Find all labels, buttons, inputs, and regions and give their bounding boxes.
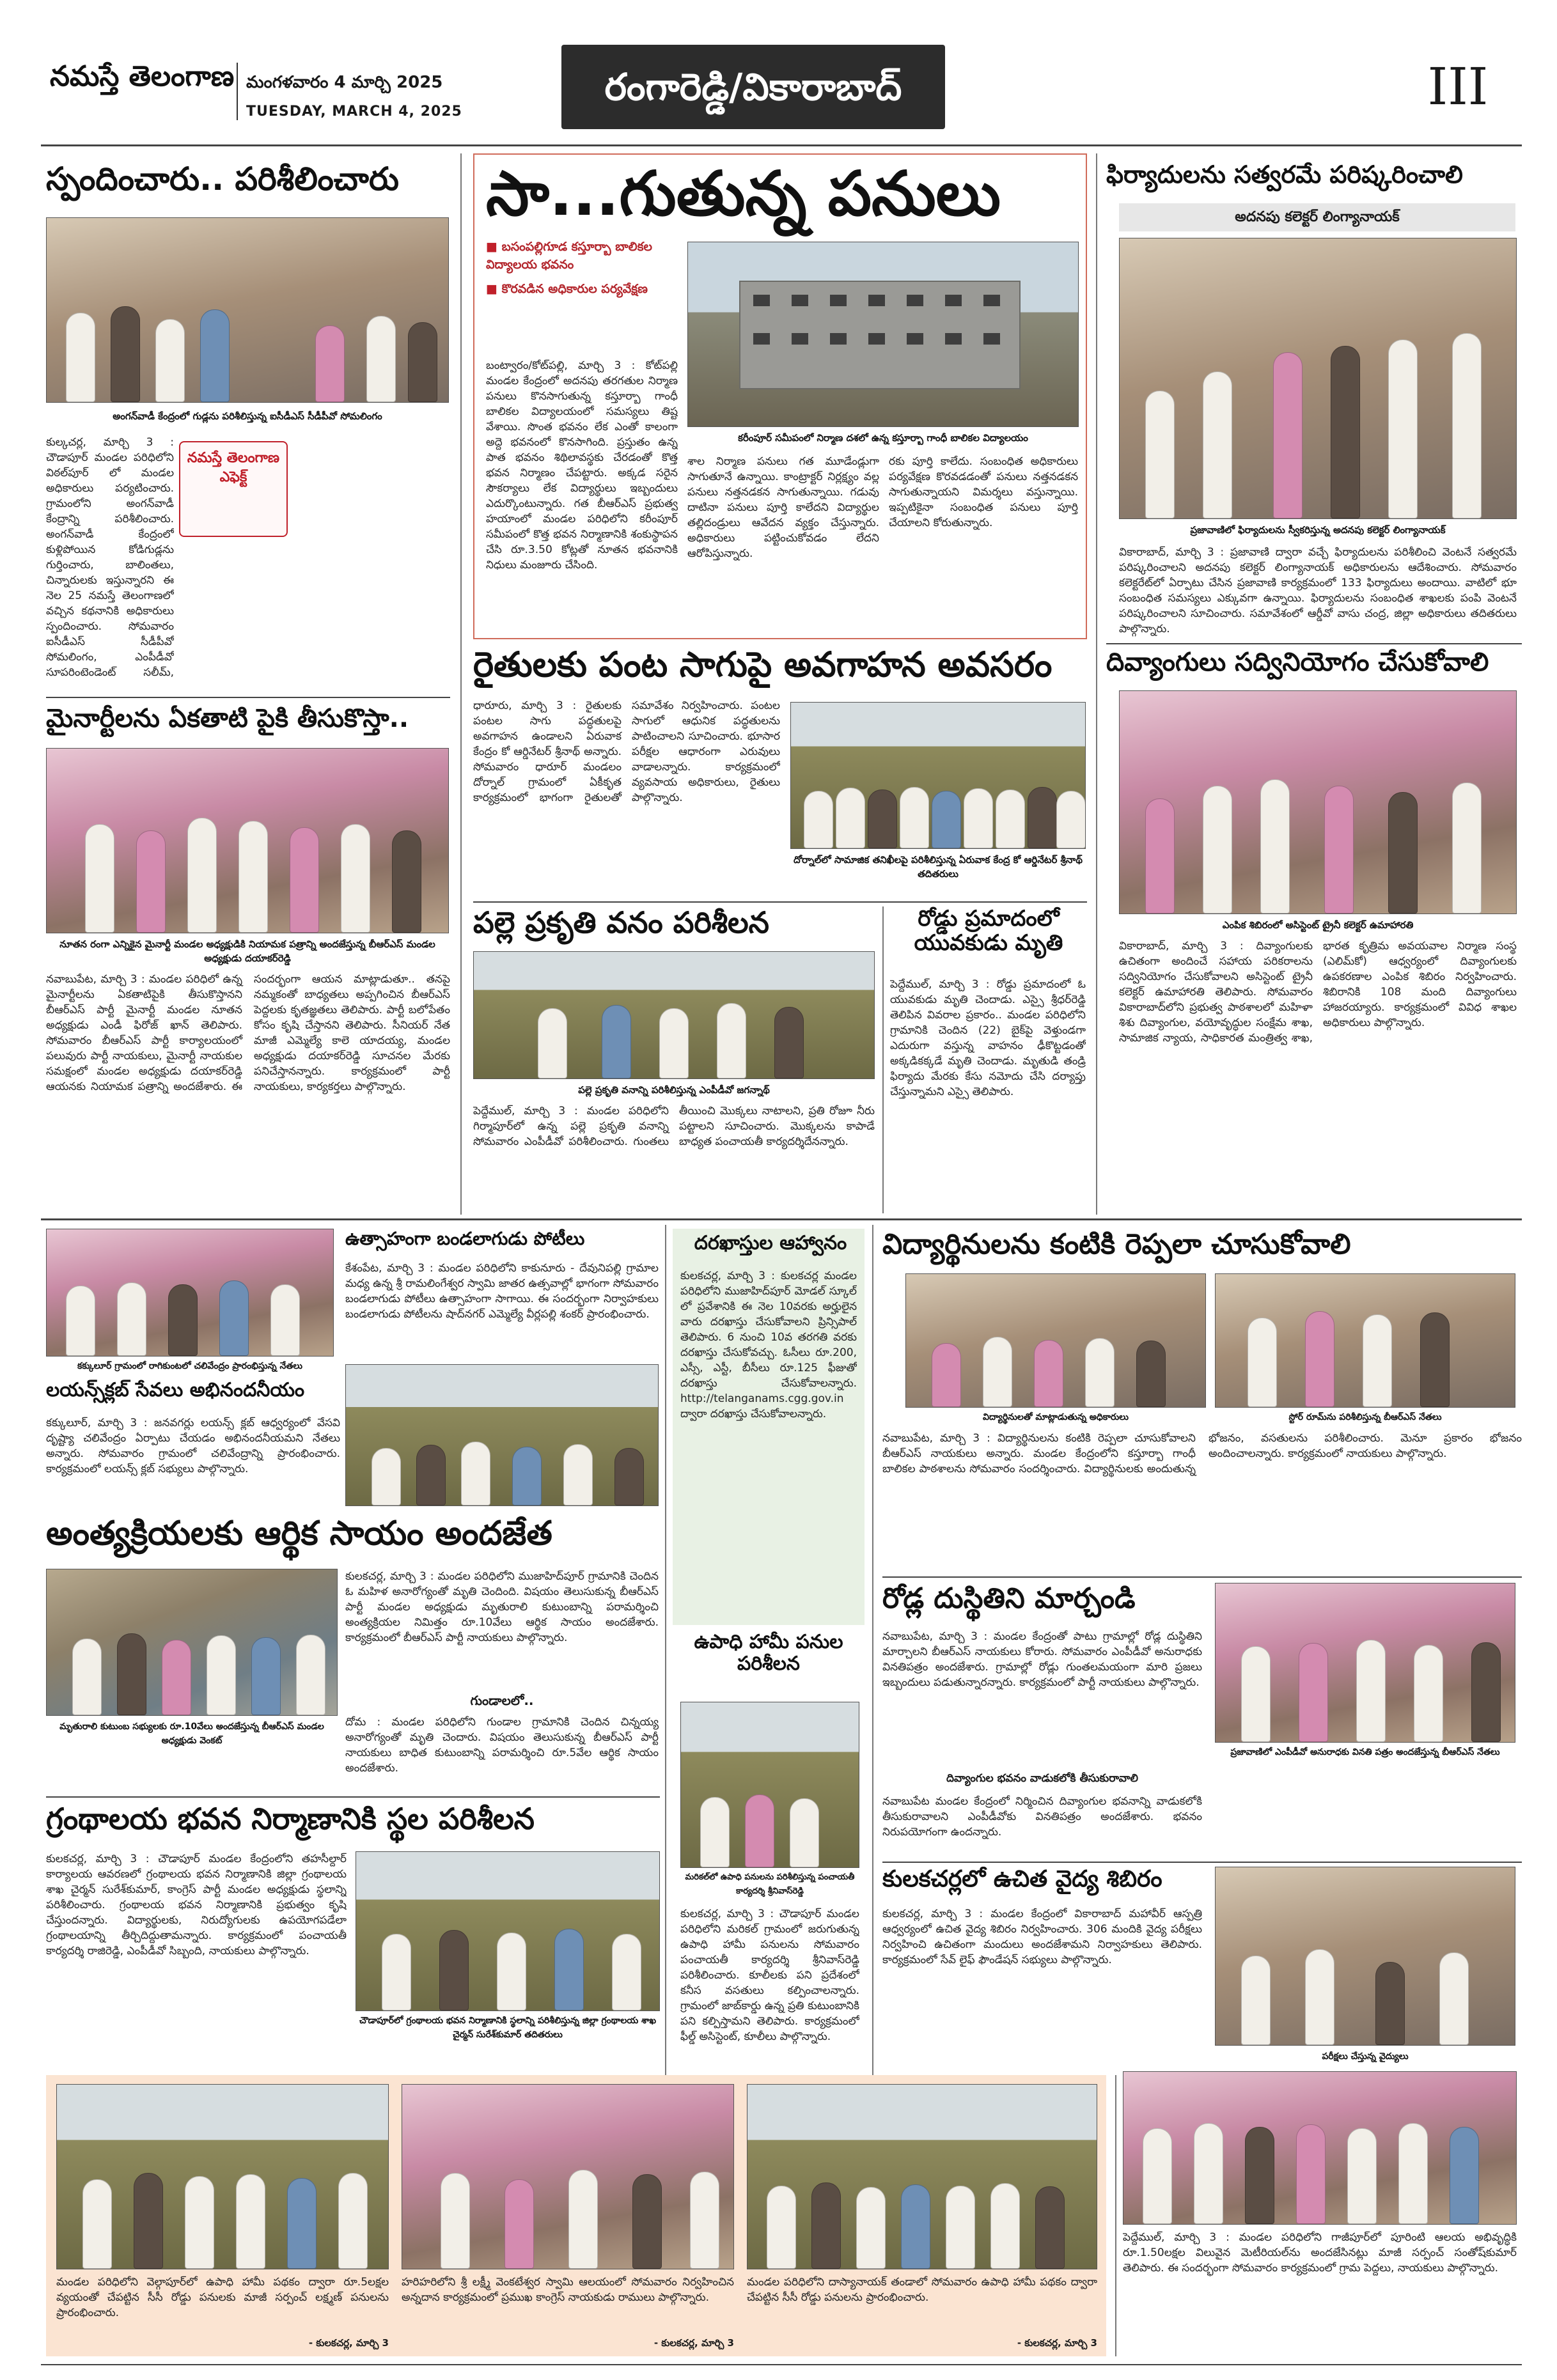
eyelids-photo-2 xyxy=(1215,1273,1515,1408)
lead-body-col1: బంట్వారం/కోట్‌పల్లి, మార్చి 3 : కోట్‌పల్లి మండల కేంద్రంలో అదనపు తరగతుల నిర్మాణ పనులు కొనసాగుతున్న కస్తూర్బా గాంధీ బాలికల విద్యాలయంలో సమస్యలు తిష్ట వేశాయి. సొంత భవనం లేక ఎంతో కాలంగా అద్దె భవనంలో కొనసాగింది. ప్రస్తుతం ఉన్న పాత భవనం శిథిలావస్థకు చేరడంతో కొత్త భవన నిర్మాణం చేపట్టారు. అక్కడ సరైన సౌకర్యాలు లేక విద్యార్థులు ఇబ్బందులు ఎదుర్కొంటున్నారు. గత బీఆర్ఎస్ ప్రభుత్వ హయాంలో మండల పరిధిలోని కరీంపూర్ సమీపంలో కొత్త భవన నిర్మాణానికి శంకుస్థాపన చేసి రూ.3.50 కోట్లతో నూతన భవనానికి నిధులు మంజూరు చేసింది. xyxy=(486,359,678,572)
s1-body: కుల్కచర్ల, మార్చి 3 : చౌడాపూర్ మండల పరిధిలోని విఠల్‌పూర్ లో మండల అధికారులు పర్యటించారు. గ్రామంలోని అంగన్‌వాడీ కేంద్రాన్ని పరిశీలించారు. అంగన్‌వాడీ కేంద్రంలో కుళ్లిపోయిన కోడిగుడ్లను గుర్తించారు, బాలింతలు, చిన్నారులకు ఇస్తున్నారని ఈ నెల 25 నమస్తే తెలంగాణలో వచ్చిన కథనానికి అధికారులు స్పందించారు. సోమవారం ఐసీడీఎస్ సీడీపీవో సోమలింగం, ఎంపీడీవో సూపరింటెండెంట్ సలీమ్, xyxy=(46,436,174,679)
effect-logo-text: నమస్తే తెలంగాణ ఎఫెక్ట్ xyxy=(187,450,280,485)
applications-body: కులకచర్ల, మార్చి 3 : కులకచర్ల మండల పరిధిలోని ముజాహిద్‌పూర్ మోడల్ స్కూల్ లో ప్రవేశానికి ఈ నెల 10వరకు అర్హులైన వారు దరఖాస్తు చేసుకోవాలని ప్రిన్సిపాల్ తెలిపారు. 6 నుంచి 10వ తరగతి వరకు దరఖాస్తు చేసుకోవచ్చు. ఓసీలు రూ.200, ఎస్సీ, ఎస్టీ, బీసీలు రూ.125 ఫీజుతో దరఖాస్తు చేసుకోవాలన్నారు. http://telanganams.cgg.gov.in ద్వారా దరఖాస్తు చేసుకోవాలన్నారు. xyxy=(680,1270,857,1420)
lions-caption: కక్కులూర్ గ్రామంలో రాగికుంటలో చలివేంద్రం ప్రారంభిస్తున్న నేతలు xyxy=(77,1361,302,1371)
library-photo xyxy=(356,1851,660,2011)
bottom-3-text: మండల పరిధిలోని దాస్యానాయక్ తండాలో సోమవారం ఉపాధి హామీ పథకం ద్వారా చేపట్టిన సీసీ రోడ్డు పనులను ప్రారంభించారు. xyxy=(747,2276,1097,2304)
col-divider-3 xyxy=(665,1225,666,2075)
disabled-photo xyxy=(1119,690,1517,914)
funeral-sub-body: దోమ : మండల పరిధిలోని గుండాల గ్రామానికి చెందిన చిన్నయ్య అనారోగ్యంతో మృతి చెందారు. విషయం తెలుసుకున్న బీఆర్ఎస్ పార్టీ నాయకులు బాధిత కుటుంబాన్ని పరామర్శించి రూ.5వేల ఆర్థిక సాయం అందజేశారు. xyxy=(345,1716,659,1775)
funeral-body-left xyxy=(46,1753,338,1793)
complaints-headline: ఫిర్యాదులను సత్వరమే పరిష్కరించాలి xyxy=(1106,161,1463,189)
lions-body: కక్కులూర్, మార్చి 3 : జనవగర్లు లయన్స్ క్లబ్ ఆధ్వర్యంలో వేసవి దృష్ట్యా చలివేంద్రం ఏర్పాటు చేయడం అభినందనీయమని నేతలు అన్నారు. సోమవారం గ్రామంలో చలివేంద్రాన్ని ప్రారంభించారు. కార్యక్రమంలో లయన్స్ క్లబ్ సభ్యులు పాల్గొన్నారు. xyxy=(46,1417,340,1475)
medical-caption: పరీక్షలు చేస్తున్న వైద్యులు xyxy=(1322,2051,1409,2062)
lead-photo xyxy=(687,242,1079,427)
bottom-photo-1 xyxy=(56,2084,389,2269)
s2-caption: నూతన రంగా ఎన్నికైన మైనార్టీ మండల అధ్యక్షుడికి నియామక పత్రాన్ని అందజేస్తున్న బీఆర్ఎస్ మండల అధ్యక్షుడు దయాకర్‌రెడ్డి xyxy=(59,938,435,964)
bottom-2-text: హరిహరిలోని శ్రీ లక్ష్మీ వెంకటేశ్వర స్వామి ఆలయంలో సోమవారం నిర్వహించిన అన్నదాన కార్యక్రమంలో ప్రముఖ కాంగ్రెస్ నాయకుడు రాములు పాల్గొన్నారు. xyxy=(402,2276,734,2304)
roads-photo xyxy=(1215,1583,1515,1743)
upadhi-photo xyxy=(680,1702,859,1868)
roads-body-right xyxy=(1215,1780,1515,1856)
disabled-headline: దివ్యాంగులు సద్వినియోగం చేసుకోవాలి xyxy=(1106,648,1489,677)
masthead xyxy=(0,0,1557,153)
farmers-headline: రైతులకు పంట సాగుపై అవగాహన అవసరం xyxy=(473,646,1052,685)
funeral-divider xyxy=(46,1796,660,1798)
roads-caption: ప్రజావాణిలో ఎంపీడీవో అనురాధకు వినతి పత్రం అందజేస్తున్న బీఆర్ఎస్ నేతలు xyxy=(1230,1747,1500,1757)
complaints-photo xyxy=(1119,238,1517,519)
masthead-underline xyxy=(41,144,1522,146)
farmers-body: ధారూరు, మార్చి 3 : రైతులకు పంటల సాగు పద్ధతులపై అవగాహన ఉండాలని ఏరువాక కేంద్రం కో ఆర్డినేటర్ శ్రీనాథ్ అన్నారు. సోమవారం ధారూర్ మండలం దోర్నాల్ గ్రామంలో ఏకీకృత కార్యక్రమంలో భాగంగా రైతులతో సమావేశం నిర్వహించారు. పంటల సాగులో ఆధునిక పద్ధతులను పాటించాలని సూచించారు. భూసార పరీక్షల ఆధారంగా ఎరువులు వాడాలన్నారు. కార్యక్రమంలో వ్యవసాయ అధికారులు, రైతులు పాల్గొన్నారు. xyxy=(473,699,780,804)
s1-body-right xyxy=(294,435,451,690)
s2-body: నవాబుపేట, మార్చి 3 : మండల పరిధిలో ఉన్న మైనార్టీలను ఏకతాటిపైకి తీసుకొస్తానని బీఆర్ఎస్ పార్టీ మైనార్టీ మండల నూతన అధ్యక్షుడు ఎండీ ఫిరోజ్ ఖాన్ తెలిపారు. సోమవారం బీఆర్ఎస్ పార్టీ కార్యాలయంలో పలువురు పార్టీ నాయకులు, మైనార్టీ నాయకుల సమక్షంలో మండల అధ్యక్షుడు దయాకర్‌రెడ్డి ఆయనకు నియామక పత్రాన్ని అందజేశారు. ఈ సందర్భంగా ఆయన మాట్లాడుతూ.. తనపై నమ్మకంతో బాధ్యతలు అప్పగించిన బీఆర్ఎస్ పెద్దలకు కృతజ్ఞతలు తెలిపారు. పార్టీ బలోపేతం కోసం కృషి చేస్తానని తెలిపారు. సీనియర్ నేత మాజీ ఎమ్మెల్యే కాలె యాదయ్య, మండల అధ్యక్షుడు దయాకర్‌రెడ్డి సూచనల మేరకు పనిచేస్తానన్నారు. కార్యక్రమంలో పార్టీ నాయకులు, కార్యకర్తలు పాల్గొన్నారు. xyxy=(46,973,450,1093)
roads-headline: రోడ్ల దుస్థితిని మార్చండి xyxy=(882,1583,1136,1615)
s1-divider xyxy=(46,697,450,698)
bandalagudu-body: కేశంపేట, మార్చి 3 : మండల పరిధిలోని కాకునూరు - దేవునిపల్లి గ్రామాల మధ్య ఉన్న శ్రీ రామలింగేశ్వర స్వామి జాతర ఉత్సవాల్లో భాగంగా సోమవారం బండలాగుడు పోటీలు ఉత్సాహంగా సాగాయి. ఈ సందర్భంగా నిర్వాహకులు బండలాగుడు పోటీలను షాద్‌నగర్ ఎమ్మెల్యే వీర్లపల్లి శంకర్ ప్రారంభించారు. xyxy=(345,1262,659,1321)
section-title-box xyxy=(561,45,945,129)
forest-photo xyxy=(473,951,875,1079)
lead-bullets xyxy=(486,238,678,353)
medical-body: కులకచర్ల, మార్చి 3 : మండల కేంద్రంలో వికారాబాద్ మహావీర్ ఆస్పత్రి ఆధ్వర్యంలో ఉచిత వైద్య శిబిరం నిర్వహించారు. 306 మందికి వైద్య పరీక్షలు నిర్వహించి ఉచితంగా మందులు అందజేశామని నిర్వాహకులు తెలిపారు. కార్యక్రమంలో సేవ్ లైఫ్ ఫౌండేషన్ సభ్యులు పాల్గొన్నారు. xyxy=(882,1908,1202,1966)
page-bottom-rule xyxy=(41,2364,1522,2365)
funeral-photo xyxy=(46,1569,338,1716)
bottom-2-credit: - కులకచర్ల, మార్చి 3 xyxy=(653,2337,734,2349)
bottom-1-credit: - కులకచర్ల, మార్చి 3 xyxy=(308,2337,389,2349)
farmers-photo xyxy=(790,702,1086,849)
eyelids-divider xyxy=(882,1576,1522,1578)
effect-logo xyxy=(179,441,288,537)
funeral-body: కులకచర్ల, మార్చి 3 : మండల పరిధిలోని ముజాహిద్‌పూర్ గ్రామానికి చెందిన ఓ మహిళ అనారోగ్యంతో మృతి చెందింది. విషయం తెలుసుకున్న బీఆర్ఎస్ పార్టీ మండల అధ్యక్షుడు మృతురాలి కుటుంబాన్ని పరామర్శించి అంత్యక్రియల నిమిత్తం రూ.10వేలు ఆర్థిక సాయం అందజేశారు. కార్యక్రమంలో బీఆర్ఎస్ పార్టీ నాయకులు పాల్గొన్నారు. xyxy=(345,1570,659,1644)
bandalagudu-headline: ఉత్సాహంగా బండలాగుడు పోటీలు xyxy=(345,1229,585,1249)
eyelids-caption-2: స్టోర్ రూమ్‌ను పరిశీలిస్తున్న బీఆర్ఎస్ నేతలు xyxy=(1288,1412,1442,1422)
forest-headline: పల్లె ప్రకృతి వనం పరిశీలన xyxy=(473,906,769,940)
upper-section-divider xyxy=(41,1218,1522,1220)
masthead-divider xyxy=(237,63,238,120)
lead-bullet-1: ■ బసంపల్లిగూడ కస్తూర్బా బాలికల విద్యాలయ భవనం xyxy=(486,238,678,274)
lead-body-col2: శాల నిర్మాణ పనులు గత మూడేండ్లుగా సాగుతూనే ఉన్నాయి. కాంట్రాక్టర్ నిర్లక్ష్యం వల్ల పనులు నత్తనడకన సాగుతున్నాయి. గడువు దాటినా పనులు పూర్తి కాలేదని విద్యార్థుల తల్లిదండ్రులు ఆవేదన వ్యక్తం చేస్తున్నారు. అధికారులు పట్టించుకోవడం లేదని ఆరోపిస్తున్నారు. xyxy=(687,455,879,560)
s1-caption: అంగన్‌వాడీ కేంద్రంలో గుడ్లను పరిశీలిస్తున్న ఐసీడీఎస్ సీడీపీవో సోమలింగం xyxy=(113,410,382,422)
lead-body-col3: రకు పూర్తి కాలేదు. సంబంధిత అధికారులు పర్యవేక్షణ కొరవడడంతో పనులు నత్తనడకన సాగుతున్నాయని విమర్శలు వస్తున్నాయి. ఇప్పటికైనా సంబంధిత పనులు పూర్తి చేయాలని కోరుతున్నారు. xyxy=(889,455,1078,529)
page-number: III xyxy=(1427,57,1489,116)
forest-body: పెద్దేముల్, మార్చి 3 : మండల పరిధిలోని గిర్మాపూర్‌లో ఉన్న పల్లె ప్రకృతి వనాన్ని సోమవారం ఎంపీడీవో పరిశీలించారు. గుంతలు తీయించి మొక్కలు నాటాలని, ప్రతి రోజూ నీరు పట్టాలని సూచించారు. మొక్కలను కాపాడే బాధ్యత పంచాయతీ కార్యదర్శిదేనన్నారు. xyxy=(473,1105,875,1148)
roads-sub-body: నవాబుపేట మండల కేంద్రంలో నిర్మించిన దివ్యాంగుల భవనాన్ని వాడుకలోకి తీసుకురావాలని ఎంపీడీవోకు వినతిపత్రం అందజేశారు. భవనం నిరుపయోగంగా ఉందన్నారు. xyxy=(882,1795,1202,1839)
funeral-caption: మృతురాలి కుటుంబ సభ్యులకు రూ.10వేలు అందజేస్తున్న బీఆర్ఎస్ మండల అధ్యక్షుడు వెంకట్ xyxy=(59,1722,324,1746)
bottom-right-body: పెద్దేముల్, మార్చి 3 : మండల పరిధిలోని గాజీపూర్‌లో పూరింటి ఆలయ అభివృద్ధికి రూ.1.50లక్షల విలువైన మెటీరియల్‌ను అందజేసినట్లు మాజీ సర్పంచ్ సంతోష్‌కుమార్ తెలిపారు. ఈ సందర్భంగా సోమవారం కార్యక్రమంలో గ్రామ పెద్దలు, నాయకులు పాల్గొన్నారు. xyxy=(1123,2231,1517,2275)
upadhi-headline: ఉపాధి హామీ పనుల పరిశీలన xyxy=(694,1631,843,1675)
complaints-divider xyxy=(1106,643,1522,644)
roads-body: నవాబుపేట, మార్చి 3 : మండల కేంద్రంతో పాటు గ్రామాల్లో రోడ్ల దుస్థితిని మార్చాలని బీఆర్ఎస్ నాయకులు కోరారు. సోమవారం ఎంపీడీవో అనురాధకు వినతిపత్రం అందజేశారు. గ్రామాల్లో రోడ్లు గుంతలమయంగా మారి ప్రజలు ఇబ్బందులు పడుతున్నారన్నారు. కార్యక్రమంలో పార్టీ నాయకులు పాల్గొన్నారు. xyxy=(882,1630,1202,1689)
bottom-photo-2 xyxy=(402,2084,734,2269)
s2-photo xyxy=(46,748,449,933)
complaints-subhead: అదనపు కలెక్టర్ లింగ్యానాయక్ xyxy=(1235,209,1400,225)
upadhi-caption: మరికల్‌లో ఉపాధి పనులను పరిశీలిస్తున్న పంచాయతీ కార్యదర్శి శ్రీనివాస్‌రెడ్డి xyxy=(685,1872,855,1896)
library-caption: చౌడాపూర్‌లో గ్రంథాలయ భవన నిర్మాణానికి స్థలాన్ని పరిశీలిస్తున్న జిల్లా గ్రంథాలయ శాఖ చైర్మన్ సురేశ్‌కుమార్ తదితరులు xyxy=(359,2016,657,2040)
lead-bullet-2: ■ కొరవడిన అధికారుల పర్యవేక్షణ xyxy=(486,280,678,298)
medical-photo xyxy=(1215,1867,1515,2046)
col-divider-accident xyxy=(882,906,884,1213)
accident-body: పెద్దేముల్, మార్చి 3 : రోడ్డు ప్రమాదంలో ఓ యువకుడు మృతి చెందాడు. ఎస్సై శ్రీధర్‌రెడ్డి తెలిపిన వివరాల ప్రకారం.. మండల పరిధిలోని గ్రామానికి చెందిన (22) బైక్‌పై వెళ్తుండగా ఎదురుగా వస్తున్న వాహనం ఢీకొట్టడంతో అక్కడికక్కడే మృతి చెందాడు. మృతుడి తండ్రి ఫిర్యాదు మేరకు కేసు నమోదు చేసి దర్యాప్తు చేస్తున్నామని ఎస్సై తెలిపారు. xyxy=(890,978,1086,1098)
bottom-1-text: మండల పరిధిలోని వెల్గాపూర్‌లో ఉపాధి హామీ పథకం ద్వారా రూ.5లక్షల వ్యయంతో చేపట్టిన సీసీ రోడ్డు పనులకు మాజీ సర్పంచ్ లక్ష్మణ్ పనులను ప్రారంభించారు. xyxy=(56,2276,389,2319)
bottom-photo-3 xyxy=(747,2084,1097,2269)
complaints-subhead-box xyxy=(1119,203,1515,231)
farmers-caption: దోర్నాల్‌లో సామాజిక తనిఖీలపై పరిశీలిస్తున్న ఏరువాక కేంద్ర కో ఆర్డినేటర్ శ్రీనాథ్ తదితరులు xyxy=(793,854,1083,880)
disabled-body: వికారాబాద్, మార్చి 3 : దివ్యాంగులకు ఉచితంగా అందించే సహాయ పరికరాలను సద్వినియోగం చేసుకోవాలని అసిస్టెంట్ ట్రైనీ కలెక్టర్ ఉమాహారతి తెలిపారు. సోమవారం వికారాబాద్‌లోని ప్రభుత్వ పాఠశాలలో మహిళా శిశు దివ్యాంగుల, వయోవృద్ధుల సంక్షేమ శాఖ, సామాజిక న్యాయ, సాధికారత మంత్రిత్వ శాఖ, భారత కృత్రిమ అవయవాల నిర్మాణ సంస్థ (ఎలిమ్‌కో) ఆధ్వర్యంలో దివ్యాంగులకు ఉపకరణాల ఎంపిక శిబిరం నిర్వహించారు. శిబిరానికి 108 మంది దివ్యాంగులు హాజరయ్యారు. కార్యక్రమంలో వివిధ శాఖల అధికారులు పాల్గొన్నారు. xyxy=(1119,940,1517,1045)
section-title: రంగారెడ్డి/వికారాబాద్ xyxy=(604,65,902,109)
bottom-3-credit: - కులకచర్ల, మార్చి 3 xyxy=(1017,2337,1097,2349)
forest-caption: పల్లె ప్రకృతి వనాన్ని పరిశీలిస్తున్న ఎంపీడీవో జగన్నాథ్ xyxy=(578,1084,770,1096)
lead-caption: కరీంపూర్ సమీపంలో నిర్మాణ దశలో ఉన్న కస్తూర్బా గాంధీ బాలికల విద్యాలయం xyxy=(738,432,1028,444)
roads-divider xyxy=(882,1862,1522,1863)
funeral-subhead: గుండాలలో.. xyxy=(470,1693,534,1708)
date-english: TUESDAY, MARCH 4, 2025 xyxy=(246,104,462,120)
roads-subhead: దివ్యాంగుల భవనం వాడుకలోకి తీసుకురావాలి xyxy=(946,1772,1138,1785)
s2-headline: మైనార్టీలను ఏకతాటి పైకి తీసుకొస్తా.. xyxy=(46,704,409,733)
s1-headline: స్పందించారు.. పరిశీలించారు xyxy=(46,161,399,198)
s1-photo xyxy=(46,217,449,403)
col-divider-1 xyxy=(460,153,462,1215)
date-telugu: మంగళవారం 4 మార్చి 2025 xyxy=(246,73,443,92)
accident-headline: రోడ్డు ప్రమాదంలో యువకుడు మృతి xyxy=(914,906,1063,956)
bottom-right-photo xyxy=(1123,2071,1517,2225)
paper-name: నమస్తే తెలంగాణ xyxy=(50,60,235,93)
col-divider-bottom xyxy=(1115,2075,1116,2356)
lions-photo xyxy=(46,1229,334,1357)
upadhi-body: కులకచర్ల, మార్చి 3 : చౌడాపూర్ మండల పరిధిలోని మరికల్ గ్రామంలో జరుగుతున్న ఉపాధి హామీ పనులను సోమవారం పంచాయతీ కార్యదర్శి శ్రీనివాస్‌రెడ్డి పరిశీలించారు. కూలీలకు పని ప్రదేశంలో కనీస వసతులు కల్పించాలన్నారు. గ్రామంలో జాబ్‌కార్డు ఉన్న ప్రతి కుటుంబానికి పని కల్పిస్తామని తెలిపారు. కార్యక్రమంలో ఫీల్డ్ అసిస్టెంట్, కూలీలు పాల్గొన్నారు. xyxy=(680,1908,859,2043)
complaints-body: వికారాబాద్, మార్చి 3 : ప్రజావాణి ద్వారా వచ్చే ఫిర్యాదులను పరిశీలించి వెంటనే సత్వరమే పరిష్కరించాలని అదనపు కలెక్టర్ లింగ్యానాయక్ అధికారులను ఆదేశించారు. సోమవారం కలెక్టరేట్‌లో ఏర్పాటు చేసిన ప్రజావాణి కార్యక్రమంలో 133 ఫిర్యాదులు అందాయి. వాటిలో భూ సంబంధిత సమస్యలు ఎక్కువగా ఉన్నాయి. ఫిర్యాదులను సంబంధిత శాఖలకు పంపి వెంటనే పరిష్కరించాలని సూచించారు. సమావేశంలో ఆర్డీవో వాసు చంద్ర, జిల్లా అధికారులు తదితరులు పాల్గొన్నారు. xyxy=(1119,546,1517,635)
col-divider-4 xyxy=(872,1225,873,2075)
lead-headline: సా...గుతున్న పనులు xyxy=(486,160,1001,229)
eyelids-caption-1: విద్యార్థినులతో మాట్లాడుతున్న అధికారులు xyxy=(983,1412,1129,1422)
complaints-caption: ప్రజావాణిలో ఫిర్యాదులను స్వీకరిస్తున్న అదనపు కలెక్టర్ లింగ్యానాయక్ xyxy=(1190,524,1446,536)
applications-headline: దరఖాస్తుల ఆహ్వానం xyxy=(694,1233,847,1254)
library-body: కులకచర్ల, మార్చి 3 : చౌడాపూర్ మండల కేంద్రంలోని తహసీల్దార్ కార్యాలయ ఆవరణలో గ్రంథాలయ భవన నిర్మాణానికి జిల్లా గ్రంథాలయ శాఖ చైర్మన్ సురేశ్‌కుమార్, కాంగ్రెస్ పార్టీ మండల అధ్యక్షుడు స్థలాన్ని పరిశీలించారు. గ్రంథాలయ భవన నిర్మాణానికి ప్రభుత్వం కృషి చేస్తుందన్నారు. విద్యార్థులకు, నిరుద్యోగులకు ఉపయోగపడేలా గ్రంథాలయాన్ని తీర్చిదిద్దుతామన్నారు. కార్యక్రమంలో పంచాయతీ కార్యదర్శి రాజిరెడ్డి, ఎంపీడీవో సిబ్బంది, నాయకులు పాల్గొన్నారు. xyxy=(46,1853,347,1957)
funeral-headline: అంత్యక్రియలకు ఆర్థిక సాయం అందజేత xyxy=(46,1515,552,1553)
eyelids-headline: విద్యార్థినులను కంటికి రెప్పలా చూసుకోవాలి xyxy=(882,1229,1351,1261)
library-headline: గ్రంథాలయ భవన నిర్మాణానికి స్థల పరిశీలన xyxy=(46,1803,535,1836)
eyelids-photo-1 xyxy=(905,1273,1206,1408)
bandalagudu-photo xyxy=(345,1364,659,1506)
eyelids-body: నవాబుపేట, మార్చి 3 : విద్యార్థినులను కంటికి రెప్పలా చూసుకోవాలని బీఆర్ఎస్ నాయకులు అన్నారు. మండల కేంద్రంలోని కస్తూర్బా గాంధీ బాలికల పాఠశాలను సోమవారం సందర్శించారు. విద్యార్థినులకు అందుతున్న భోజనం, వసతులను పరిశీలించారు. మెనూ ప్రకారం భోజనం అందించాలన్నారు. కార్యక్రమంలో నాయకులు పాల్గొన్నారు. xyxy=(882,1432,1522,1475)
farmers-divider xyxy=(473,901,1087,903)
medical-headline: కులకచర్లలో ఉచిత వైద్య శిబిరం xyxy=(882,1867,1162,1892)
disabled-caption: ఎంపిక శిబిరంలో అసిస్టెంట్ ట్రైనీ కలెక్టర్ ఉమాహారతి xyxy=(1222,919,1414,931)
col-divider-2 xyxy=(1096,153,1097,1215)
lions-headline: లయన్స్‌క్లబ్ సేవలు అభినందనీయం xyxy=(46,1380,305,1401)
